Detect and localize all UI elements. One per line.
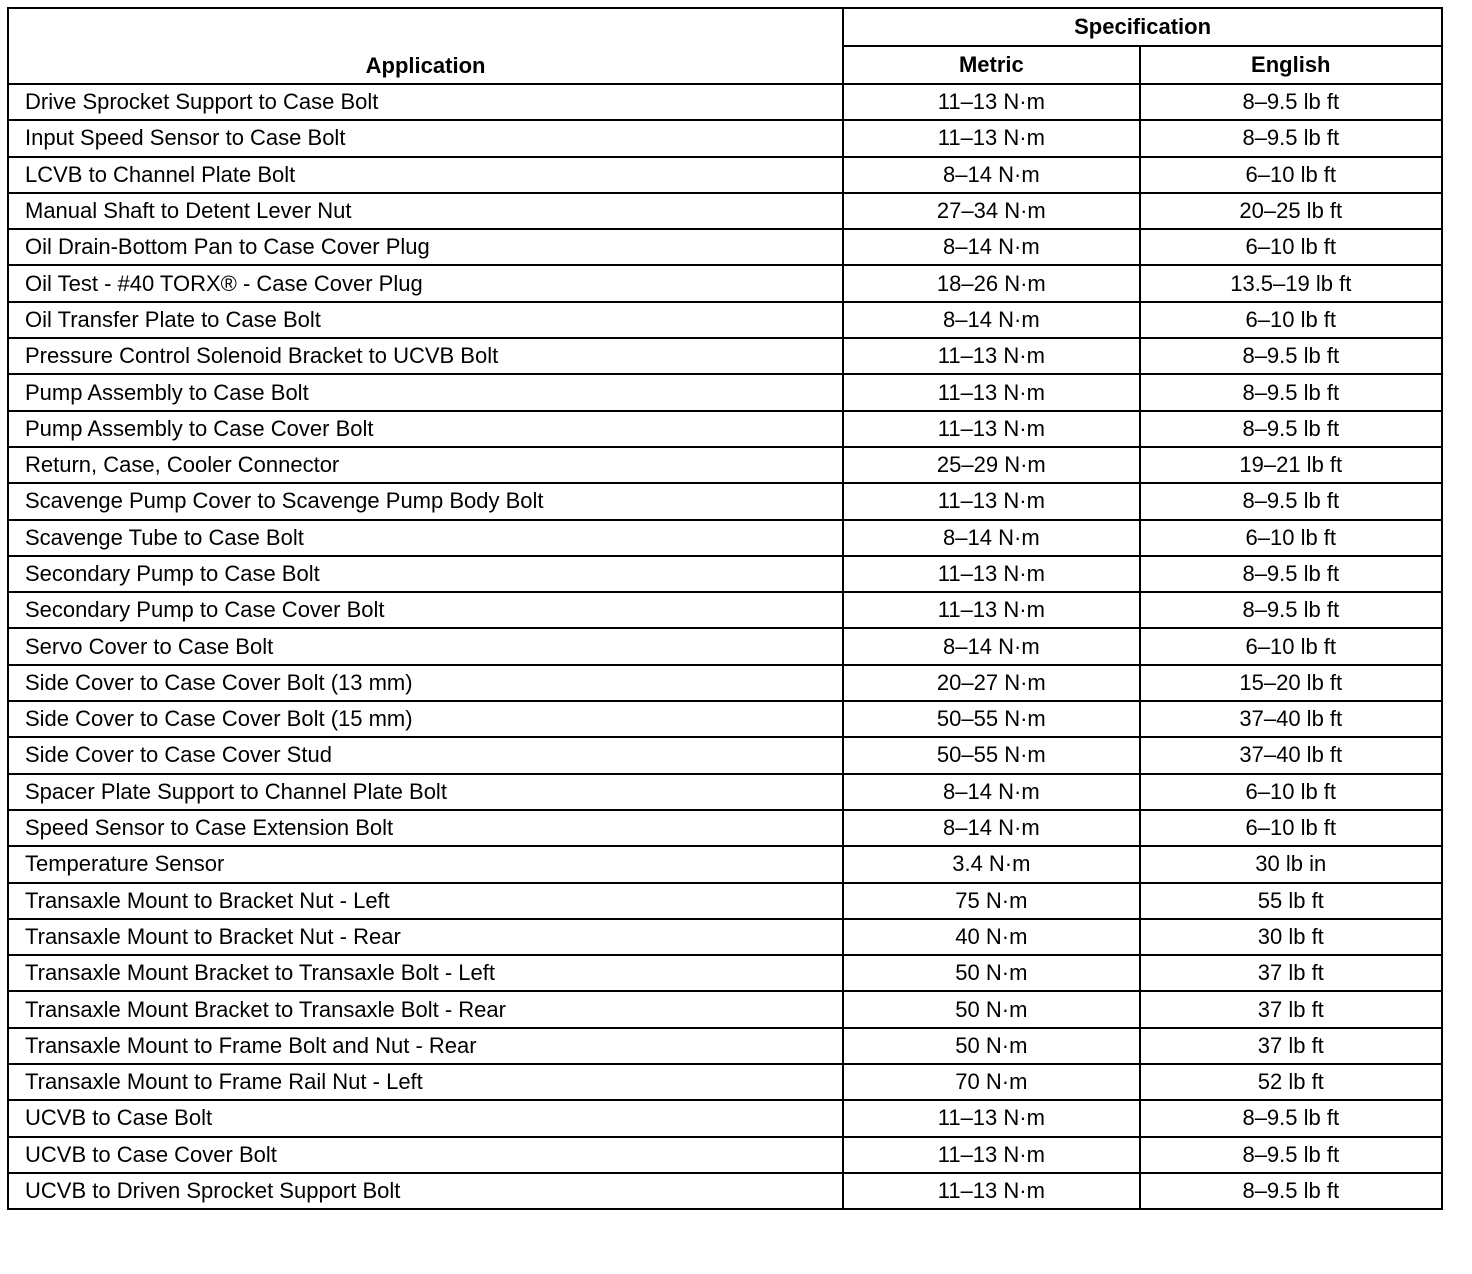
table-row xyxy=(8,1173,1442,1209)
application-cell: Pump Assembly to Case Bolt xyxy=(8,374,843,410)
metric-cell: 8–14 N·m xyxy=(843,520,1139,556)
english-cell: 37–40 lb ft xyxy=(1140,737,1442,773)
english-cell: 8–9.5 lb ft xyxy=(1140,1137,1442,1173)
english-cell: 19–21 lb ft xyxy=(1140,447,1442,483)
table-row xyxy=(8,374,1442,410)
table-row xyxy=(8,1064,1442,1100)
english-cell: 8–9.5 lb ft xyxy=(1140,483,1442,519)
english-cell: 55 lb ft xyxy=(1140,883,1442,919)
application-cell: Secondary Pump to Case Cover Bolt xyxy=(8,592,843,628)
application-cell: Pump Assembly to Case Cover Bolt xyxy=(8,411,843,447)
application-cell: Input Speed Sensor to Case Bolt xyxy=(8,120,843,156)
metric-cell: 11–13 N·m xyxy=(843,374,1139,410)
metric-cell: 8–14 N·m xyxy=(843,810,1139,846)
application-cell: Pressure Control Solenoid Bracket to UCVB Bolt xyxy=(8,338,843,374)
table-row xyxy=(8,991,1442,1027)
english-cell: 8–9.5 lb ft xyxy=(1140,338,1442,374)
application-cell: Secondary Pump to Case Bolt xyxy=(8,556,843,592)
metric-column-header: Metric xyxy=(843,46,1139,84)
metric-cell: 8–14 N·m xyxy=(843,157,1139,193)
application-cell: Oil Test - #40 TORX® - Case Cover Plug xyxy=(8,265,843,301)
table-row xyxy=(8,411,1442,447)
metric-cell: 3.4 N·m xyxy=(843,846,1139,882)
english-cell: 37 lb ft xyxy=(1140,991,1442,1027)
metric-cell: 40 N·m xyxy=(843,919,1139,955)
header-row-group xyxy=(8,8,1442,46)
application-column-header: Application xyxy=(8,8,843,84)
english-cell: 6–10 lb ft xyxy=(1140,774,1442,810)
table-row xyxy=(8,120,1442,156)
table-row xyxy=(8,483,1442,519)
application-cell: Side Cover to Case Cover Stud xyxy=(8,737,843,773)
application-cell: Transaxle Mount to Frame Rail Nut - Left xyxy=(8,1064,843,1100)
metric-cell: 18–26 N·m xyxy=(843,265,1139,301)
application-cell: Transaxle Mount to Bracket Nut - Left xyxy=(8,883,843,919)
metric-cell: 11–13 N·m xyxy=(843,84,1139,120)
english-cell: 8–9.5 lb ft xyxy=(1140,1173,1442,1209)
application-cell: Oil Transfer Plate to Case Bolt xyxy=(8,302,843,338)
metric-cell: 8–14 N·m xyxy=(843,302,1139,338)
application-cell: Side Cover to Case Cover Bolt (15 mm) xyxy=(8,701,843,737)
english-cell: 8–9.5 lb ft xyxy=(1140,1100,1442,1136)
table-row xyxy=(8,84,1442,120)
english-cell: 8–9.5 lb ft xyxy=(1140,556,1442,592)
english-cell: 37–40 lb ft xyxy=(1140,701,1442,737)
english-cell: 52 lb ft xyxy=(1140,1064,1442,1100)
table-row xyxy=(8,157,1442,193)
application-cell: Return, Case, Cooler Connector xyxy=(8,447,843,483)
table-row xyxy=(8,229,1442,265)
metric-cell: 11–13 N·m xyxy=(843,120,1139,156)
table-row xyxy=(8,701,1442,737)
table-row xyxy=(8,846,1442,882)
application-cell: UCVB to Case Cover Bolt xyxy=(8,1137,843,1173)
application-cell: Transaxle Mount Bracket to Transaxle Bolt - Rear xyxy=(8,991,843,1027)
english-cell: 6–10 lb ft xyxy=(1140,157,1442,193)
application-cell: Servo Cover to Case Bolt xyxy=(8,628,843,664)
english-cell: 6–10 lb ft xyxy=(1140,810,1442,846)
table-row xyxy=(8,265,1442,301)
table-row xyxy=(8,302,1442,338)
english-cell: 15–20 lb ft xyxy=(1140,665,1442,701)
metric-cell: 50 N·m xyxy=(843,1028,1139,1064)
application-cell: Scavenge Pump Cover to Scavenge Pump Body Bolt xyxy=(8,483,843,519)
metric-cell: 20–27 N·m xyxy=(843,665,1139,701)
table-row xyxy=(8,592,1442,628)
english-cell: 30 lb ft xyxy=(1140,919,1442,955)
english-cell: 6–10 lb ft xyxy=(1140,229,1442,265)
english-cell: 8–9.5 lb ft xyxy=(1140,84,1442,120)
table-row xyxy=(8,520,1442,556)
table-row xyxy=(8,1100,1442,1136)
metric-cell: 25–29 N·m xyxy=(843,447,1139,483)
application-cell: UCVB to Driven Sprocket Support Bolt xyxy=(8,1173,843,1209)
application-cell: Temperature Sensor xyxy=(8,846,843,882)
application-cell: Drive Sprocket Support to Case Bolt xyxy=(8,84,843,120)
table-row xyxy=(8,955,1442,991)
application-cell: Side Cover to Case Cover Bolt (13 mm) xyxy=(8,665,843,701)
application-cell: UCVB to Case Bolt xyxy=(8,1100,843,1136)
metric-cell: 50–55 N·m xyxy=(843,701,1139,737)
metric-cell: 11–13 N·m xyxy=(843,592,1139,628)
application-cell: Scavenge Tube to Case Bolt xyxy=(8,520,843,556)
fastener-torque-spec-table xyxy=(7,7,1443,1210)
english-cell: 6–10 lb ft xyxy=(1140,302,1442,338)
table-row xyxy=(8,338,1442,374)
table-row xyxy=(8,556,1442,592)
metric-cell: 8–14 N·m xyxy=(843,774,1139,810)
table-row xyxy=(8,447,1442,483)
metric-cell: 50 N·m xyxy=(843,955,1139,991)
application-cell: LCVB to Channel Plate Bolt xyxy=(8,157,843,193)
table-row xyxy=(8,1028,1442,1064)
metric-cell: 11–13 N·m xyxy=(843,1173,1139,1209)
application-cell: Transaxle Mount to Frame Bolt and Nut - Rear xyxy=(8,1028,843,1064)
application-cell: Transaxle Mount Bracket to Transaxle Bolt - Left xyxy=(8,955,843,991)
english-cell: 6–10 lb ft xyxy=(1140,520,1442,556)
table-row xyxy=(8,774,1442,810)
application-cell: Transaxle Mount to Bracket Nut - Rear xyxy=(8,919,843,955)
table-row xyxy=(8,665,1442,701)
english-cell: 37 lb ft xyxy=(1140,955,1442,991)
table-row xyxy=(8,1137,1442,1173)
application-cell: Spacer Plate Support to Channel Plate Bolt xyxy=(8,774,843,810)
metric-cell: 11–13 N·m xyxy=(843,483,1139,519)
application-cell: Speed Sensor to Case Extension Bolt xyxy=(8,810,843,846)
metric-cell: 50–55 N·m xyxy=(843,737,1139,773)
metric-cell: 8–14 N·m xyxy=(843,628,1139,664)
application-cell: Oil Drain-Bottom Pan to Case Cover Plug xyxy=(8,229,843,265)
english-column-header: English xyxy=(1140,46,1442,84)
metric-cell: 11–13 N·m xyxy=(843,338,1139,374)
table-row xyxy=(8,810,1442,846)
table-row xyxy=(8,919,1442,955)
english-cell: 30 lb in xyxy=(1140,846,1442,882)
english-cell: 8–9.5 lb ft xyxy=(1140,120,1442,156)
table-row xyxy=(8,193,1442,229)
english-cell: 8–9.5 lb ft xyxy=(1140,374,1442,410)
table-row xyxy=(8,628,1442,664)
english-cell: 8–9.5 lb ft xyxy=(1140,592,1442,628)
application-cell: Manual Shaft to Detent Lever Nut xyxy=(8,193,843,229)
english-cell: 8–9.5 lb ft xyxy=(1140,411,1442,447)
metric-cell: 8–14 N·m xyxy=(843,229,1139,265)
table-row xyxy=(8,883,1442,919)
metric-cell: 70 N·m xyxy=(843,1064,1139,1100)
metric-cell: 27–34 N·m xyxy=(843,193,1139,229)
english-cell: 6–10 lb ft xyxy=(1140,628,1442,664)
table-header xyxy=(8,8,1442,84)
metric-cell: 11–13 N·m xyxy=(843,411,1139,447)
metric-cell: 11–13 N·m xyxy=(843,1100,1139,1136)
table-row xyxy=(8,737,1442,773)
metric-cell: 11–13 N·m xyxy=(843,556,1139,592)
english-cell: 20–25 lb ft xyxy=(1140,193,1442,229)
english-cell: 13.5–19 lb ft xyxy=(1140,265,1442,301)
metric-cell: 50 N·m xyxy=(843,991,1139,1027)
metric-cell: 75 N·m xyxy=(843,883,1139,919)
specification-group-header: Specification xyxy=(843,8,1442,46)
english-cell: 37 lb ft xyxy=(1140,1028,1442,1064)
metric-cell: 11–13 N·m xyxy=(843,1137,1139,1173)
table-body xyxy=(8,84,1442,1209)
